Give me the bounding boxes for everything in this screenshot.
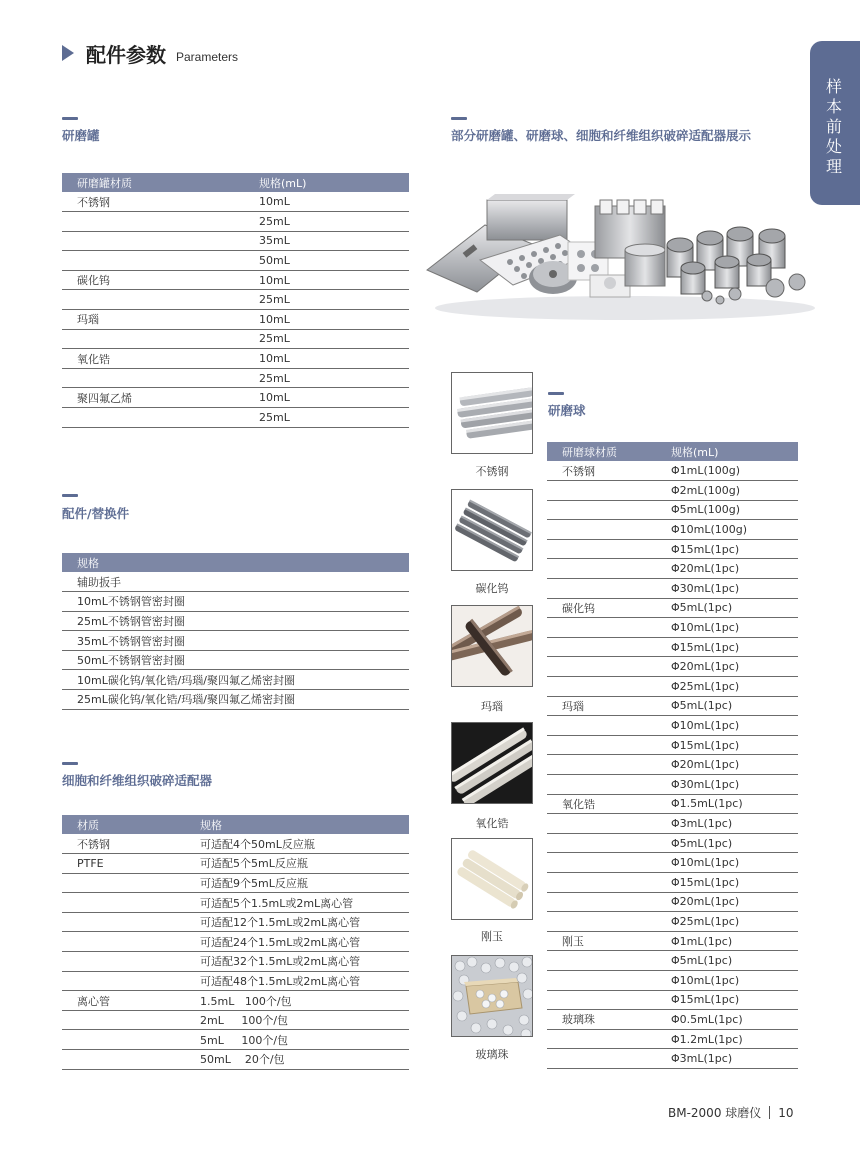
- table-cell: [547, 618, 671, 638]
- table-row: [547, 872, 798, 892]
- table-cell: Φ2mL(100g): [671, 481, 798, 501]
- table-cell: 不锈钢: [62, 834, 186, 854]
- table-cell: 可适配5个5mL反应瓶: [186, 854, 409, 874]
- table-cell: Φ15mL(1pc): [671, 990, 798, 1010]
- table-cell: [62, 952, 186, 972]
- table-row: [547, 520, 798, 540]
- steel-rods-icon: [452, 373, 533, 454]
- table-row: [547, 912, 798, 932]
- corundum-rods-icon: [452, 839, 533, 920]
- table-cell: [547, 775, 671, 795]
- table-row: [547, 735, 798, 755]
- table-cell: [547, 833, 671, 853]
- accessories-table: [62, 553, 409, 710]
- steel-rods-photo: [451, 372, 533, 454]
- table-cell: Φ20mL(1pc): [671, 559, 798, 579]
- table-cell: Φ25mL(1pc): [671, 677, 798, 697]
- table-cell: [547, 735, 671, 755]
- table-cell: Φ15mL(1pc): [671, 539, 798, 559]
- table-row: [547, 853, 798, 873]
- table-cell: Φ20mL(1pc): [671, 657, 798, 677]
- table-row: [62, 912, 409, 932]
- photo-caption: 碳化钨: [475, 582, 509, 595]
- photo-caption: 氧化锆: [475, 817, 509, 830]
- jars-table: [62, 173, 409, 428]
- table-row: [62, 368, 409, 388]
- table-cell: Φ3mL(1pc): [671, 1049, 798, 1069]
- table-cell: Φ20mL(1pc): [671, 892, 798, 912]
- table-row: [547, 951, 798, 971]
- table-cell: 不锈钢: [62, 192, 259, 212]
- table-cell: [547, 912, 671, 932]
- table-cell: 25mL: [259, 329, 409, 349]
- table-row: [62, 952, 409, 972]
- balls-section-title: 研磨球: [548, 403, 586, 418]
- table-cell: [547, 500, 671, 520]
- table-cell: [62, 873, 186, 893]
- adapters-table: [62, 815, 409, 1070]
- table-cell: 50mL 20个/包: [186, 1050, 409, 1070]
- table-cell: [547, 814, 671, 834]
- table-row: [62, 1050, 409, 1070]
- table-cell: Φ1mL(1pc): [671, 931, 798, 951]
- table-cell: [62, 231, 259, 251]
- table-row: [62, 932, 409, 952]
- table-cell: 10mL碳化钨/氧化锆/玛瑙/聚四氟乙烯密封圈: [62, 670, 409, 690]
- table-cell: [547, 853, 671, 873]
- page-footer: [668, 1104, 794, 1121]
- table-cell: [62, 329, 259, 349]
- table-cell: Φ10mL(1pc): [671, 618, 798, 638]
- table-cell: 可适配24个1.5mL或2mL离心管: [186, 932, 409, 952]
- table-cell: Φ10mL(1pc): [671, 970, 798, 990]
- table-cell: Φ15mL(1pc): [671, 872, 798, 892]
- table-cell: 玻璃珠: [547, 1010, 671, 1030]
- table-cell: 可适配48个1.5mL或2mL离心管: [186, 971, 409, 991]
- table-row: [547, 775, 798, 795]
- table-cell: [547, 990, 671, 1010]
- table-cell: [62, 912, 186, 932]
- table-cell: 25mL: [259, 212, 409, 232]
- corundum-rods-photo: [451, 838, 533, 920]
- table-cell: [547, 559, 671, 579]
- table-cell: Φ25mL(1pc): [671, 912, 798, 932]
- jars-section-title: 研磨罐: [62, 128, 100, 143]
- table-row: [547, 716, 798, 736]
- table-row: [62, 670, 409, 690]
- table-row: [547, 579, 798, 599]
- table-row: [62, 212, 409, 232]
- section-marker: [62, 117, 78, 120]
- table-header-row: [547, 442, 798, 461]
- table-row: [547, 461, 798, 481]
- table-cell: 5mL 100个/包: [186, 1030, 409, 1050]
- table-cell: 25mL碳化钨/氧化锆/玛瑙/聚四氟乙烯密封圈: [62, 690, 409, 710]
- table-cell: 辅助扳手: [62, 572, 409, 592]
- table-cell: Φ5mL(1pc): [671, 951, 798, 971]
- table-row: [62, 611, 409, 631]
- table-cell: 25mL: [259, 408, 409, 428]
- photo-caption: 玻璃珠: [475, 1048, 509, 1061]
- table-cell: Φ0.5mL(1pc): [671, 1010, 798, 1030]
- adapters-section-title: 细胞和纤维组织破碎适配器: [62, 773, 213, 788]
- glass-beads-photo: [451, 955, 533, 1037]
- column-header: 材质: [62, 815, 186, 834]
- section-marker: [62, 762, 78, 765]
- table-cell: [547, 892, 671, 912]
- showcase-section-title: 部分研磨罐、研磨球、细胞和纤维组织破碎适配器展示: [451, 128, 752, 143]
- table-row: [62, 1010, 409, 1030]
- table-row: [62, 572, 409, 592]
- table-cell: [547, 539, 671, 559]
- table-cell: 50mL不锈钢管密封圈: [62, 650, 409, 670]
- table-cell: [62, 212, 259, 232]
- section-marker: [548, 392, 564, 395]
- table-cell: 25mL不锈钢管密封圈: [62, 611, 409, 631]
- header-arrow-icon: [62, 45, 74, 61]
- table-row: [547, 500, 798, 520]
- column-header: 研磨球材质: [547, 442, 671, 461]
- table-cell: Φ30mL(1pc): [671, 775, 798, 795]
- table-cell: [547, 520, 671, 540]
- table-row: [62, 349, 409, 369]
- table-cell: 聚四氟乙烯: [62, 388, 259, 408]
- table-cell: 可适配9个5mL反应瓶: [186, 873, 409, 893]
- table-row: [547, 931, 798, 951]
- side-tab-label: 样本前处理: [825, 77, 842, 176]
- table-cell: [547, 657, 671, 677]
- table-row: [62, 854, 409, 874]
- table-cell: [547, 637, 671, 657]
- table-row: [62, 971, 409, 991]
- table-cell: 可适配5个1.5mL或2mL离心管: [186, 893, 409, 913]
- table-cell: 2mL 100个/包: [186, 1010, 409, 1030]
- photo-caption: 刚玉: [481, 930, 503, 943]
- table-row: [547, 677, 798, 697]
- table-cell: Φ20mL(1pc): [671, 755, 798, 775]
- table-row: [62, 873, 409, 893]
- column-header: 规格(mL): [671, 442, 798, 461]
- table-row: [62, 329, 409, 349]
- table-cell: [547, 579, 671, 599]
- table-row: [62, 650, 409, 670]
- table-cell: 10mL: [259, 388, 409, 408]
- side-category-tab: [810, 41, 860, 205]
- table-cell: 碳化钨: [547, 598, 671, 618]
- grinding-accessories-image: [425, 190, 820, 325]
- table-cell: Φ1mL(100g): [671, 461, 798, 481]
- footer-divider: [769, 1106, 770, 1119]
- table-cell: 1.5mL 100个/包: [186, 991, 409, 1011]
- table-cell: [62, 408, 259, 428]
- table-cell: [62, 932, 186, 952]
- accessories-section-title: 配件/替换件: [62, 506, 130, 521]
- table-header-row: [62, 815, 409, 834]
- glass-beads-icon: [452, 956, 533, 1037]
- table-row: [547, 755, 798, 775]
- column-header: 规格: [186, 815, 409, 834]
- column-header: 研磨罐材质: [62, 173, 259, 192]
- table-cell: Φ1.5mL(1pc): [671, 794, 798, 814]
- table-header-row: [62, 553, 409, 572]
- table-cell: 离心管: [62, 991, 186, 1011]
- agate-rods-icon: [452, 606, 533, 687]
- table-cell: [547, 970, 671, 990]
- table-cell: [62, 290, 259, 310]
- table-cell: Φ5mL(1pc): [671, 598, 798, 618]
- table-cell: 可适配32个1.5mL或2mL离心管: [186, 952, 409, 972]
- table-row: [547, 618, 798, 638]
- table-row: [547, 833, 798, 853]
- page-subtitle: Parameters: [176, 50, 239, 64]
- table-cell: 25mL: [259, 368, 409, 388]
- agate-rods-photo: [451, 605, 533, 687]
- table-row: [62, 251, 409, 271]
- table-row: [547, 539, 798, 559]
- table-row: [547, 598, 798, 618]
- table-cell: 氧化锆: [547, 794, 671, 814]
- table-cell: Φ30mL(1pc): [671, 579, 798, 599]
- table-row: [547, 1010, 798, 1030]
- table-cell: 35mL不锈钢管密封圈: [62, 631, 409, 651]
- table-cell: [547, 951, 671, 971]
- table-cell: [62, 368, 259, 388]
- table-cell: 50mL: [259, 251, 409, 271]
- table-row: [547, 696, 798, 716]
- table-cell: 10mL: [259, 310, 409, 330]
- table-row: [62, 893, 409, 913]
- table-cell: [62, 251, 259, 271]
- photo-caption: 不锈钢: [475, 465, 509, 478]
- table-row: [62, 270, 409, 290]
- table-row: [547, 794, 798, 814]
- table-cell: PTFE: [62, 854, 186, 874]
- photo-caption: 玛瑙: [481, 700, 503, 713]
- table-row: [62, 310, 409, 330]
- table-row: [62, 290, 409, 310]
- table-cell: 10mL: [259, 192, 409, 212]
- table-cell: [547, 677, 671, 697]
- table-cell: Φ10mL(1pc): [671, 716, 798, 736]
- table-cell: Φ5mL(1pc): [671, 696, 798, 716]
- table-cell: [547, 872, 671, 892]
- table-row: [547, 1049, 798, 1069]
- table-row: [62, 388, 409, 408]
- table-cell: 刚玉: [547, 931, 671, 951]
- table-cell: 10mL不锈钢管密封圈: [62, 592, 409, 612]
- table-row: [547, 814, 798, 834]
- table-row: [62, 631, 409, 651]
- table-cell: 10mL: [259, 349, 409, 369]
- table-cell: Φ5mL(100g): [671, 500, 798, 520]
- table-cell: 玛瑙: [62, 310, 259, 330]
- table-row: [62, 834, 409, 854]
- table-cell: [547, 1029, 671, 1049]
- table-cell: [62, 1030, 186, 1050]
- page-title: 配件参数: [86, 43, 166, 67]
- table-cell: 可适配12个1.5mL或2mL离心管: [186, 912, 409, 932]
- table-cell: Φ15mL(1pc): [671, 637, 798, 657]
- page-number: 10: [778, 1106, 794, 1120]
- column-header: 规格(mL): [259, 173, 409, 192]
- table-cell: 碳化钨: [62, 270, 259, 290]
- table-cell: Φ1.2mL(1pc): [671, 1029, 798, 1049]
- table-row: [62, 408, 409, 428]
- table-cell: 25mL: [259, 290, 409, 310]
- table-cell: [62, 1010, 186, 1030]
- table-cell: [547, 716, 671, 736]
- table-cell: 10mL: [259, 270, 409, 290]
- table-row: [547, 657, 798, 677]
- table-cell: [62, 971, 186, 991]
- balls-table: [547, 442, 798, 1069]
- tungsten-carbide-rods-icon: [452, 490, 533, 571]
- table-cell: Φ5mL(1pc): [671, 833, 798, 853]
- table-cell: [547, 755, 671, 775]
- zirconia-rods-photo: [451, 722, 533, 804]
- section-marker: [62, 494, 78, 497]
- table-cell: [547, 1049, 671, 1069]
- tungsten-carbide-rods-photo: [451, 489, 533, 571]
- table-row: [547, 990, 798, 1010]
- table-cell: [547, 481, 671, 501]
- table-cell: Φ3mL(1pc): [671, 814, 798, 834]
- showcase-photo: [425, 190, 820, 325]
- table-row: [62, 192, 409, 212]
- table-cell: [62, 1050, 186, 1070]
- table-cell: Φ15mL(1pc): [671, 735, 798, 755]
- table-cell: 不锈钢: [547, 461, 671, 481]
- table-row: [62, 690, 409, 710]
- table-cell: Φ10mL(1pc): [671, 853, 798, 873]
- table-row: [547, 481, 798, 501]
- table-row: [62, 1030, 409, 1050]
- column-header: 规格: [62, 553, 409, 572]
- table-cell: Φ10mL(100g): [671, 520, 798, 540]
- zirconia-rods-icon: [452, 723, 533, 804]
- table-cell: 35mL: [259, 231, 409, 251]
- section-marker: [451, 117, 467, 120]
- table-row: [62, 991, 409, 1011]
- table-row: [547, 559, 798, 579]
- table-cell: [62, 893, 186, 913]
- table-row: [547, 637, 798, 657]
- table-row: [62, 592, 409, 612]
- table-cell: 玛瑙: [547, 696, 671, 716]
- table-row: [547, 970, 798, 990]
- table-row: [547, 892, 798, 912]
- footer-model: BM-2000 球磨仪: [668, 1106, 762, 1120]
- table-row: [62, 231, 409, 251]
- table-cell: 氧化锆: [62, 349, 259, 369]
- table-row: [547, 1029, 798, 1049]
- table-header-row: [62, 173, 409, 192]
- table-cell: 可适配4个50mL反应瓶: [186, 834, 409, 854]
